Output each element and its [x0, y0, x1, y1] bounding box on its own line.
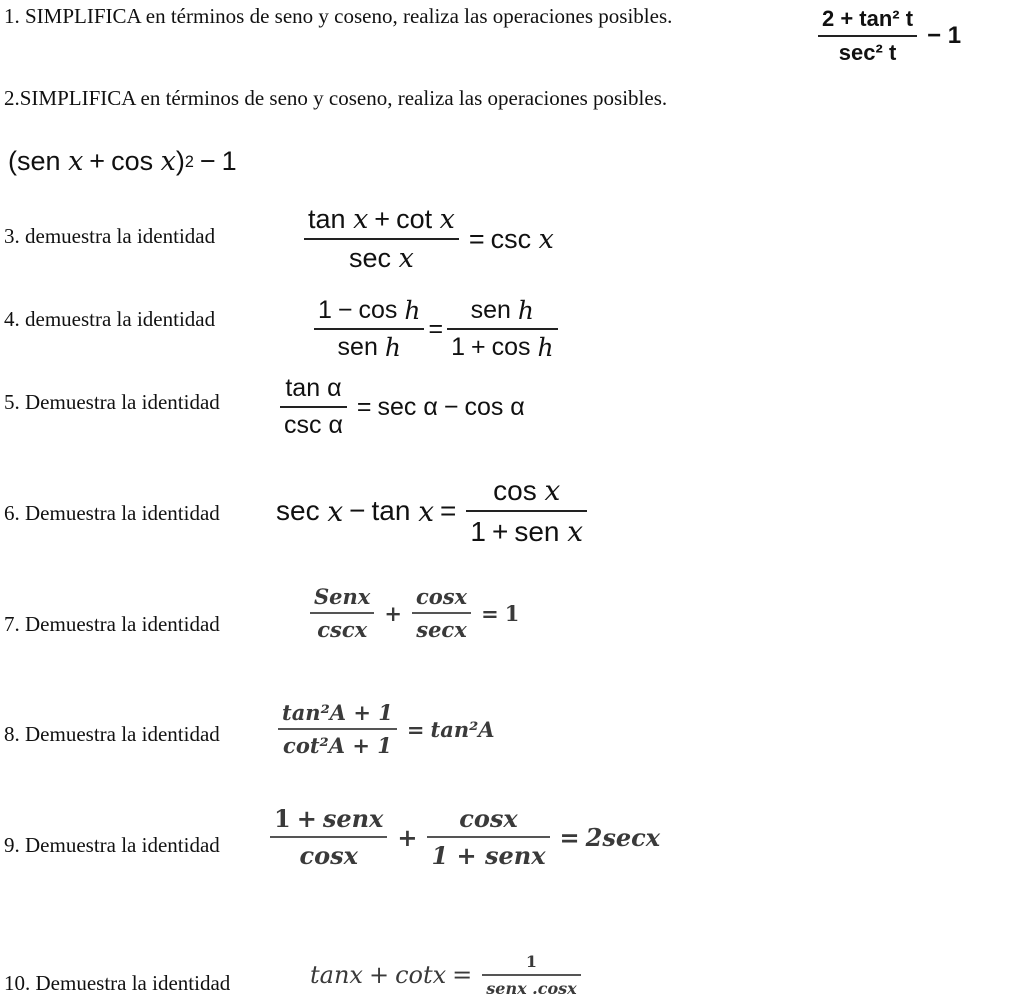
- item-1-label: 1. SIMPLIFICA en términos de seno y coseno, realiza las operaciones posibles.: [4, 4, 673, 28]
- var-x: x: [418, 494, 435, 528]
- cscx-text: cscx: [317, 617, 368, 642]
- item-1-expression: [814, 6, 961, 66]
- tan-text: tan: [285, 374, 321, 402]
- equals: =: [406, 716, 425, 742]
- var-x: x: [398, 243, 414, 274]
- sec-text: sec: [349, 243, 392, 273]
- plus: +: [471, 333, 486, 361]
- plus: +: [384, 600, 402, 626]
- two-secx-text: 2secx: [585, 822, 661, 852]
- equals: =: [468, 223, 485, 254]
- var-h: h: [537, 333, 554, 362]
- minus: −: [199, 146, 216, 176]
- equals: =: [428, 314, 444, 343]
- cosx-text: cosx: [299, 841, 358, 870]
- plus: +: [368, 961, 390, 989]
- var-h: h: [517, 296, 535, 325]
- plus: +: [397, 822, 418, 852]
- plus: +: [374, 204, 391, 234]
- cosx-text: cosx: [415, 584, 468, 609]
- sen-text: sen: [470, 296, 511, 324]
- tan-text: tan: [371, 495, 411, 526]
- item-10-label: 10. Demuestra la identidad: [4, 971, 231, 995]
- one: 1: [318, 296, 332, 324]
- item-9-label: 9. Demuestra la identidad: [4, 833, 220, 857]
- cos-text: cos: [493, 474, 537, 506]
- equals: =: [481, 600, 499, 626]
- var-x: x: [68, 146, 84, 177]
- item-5-expression: [276, 374, 525, 440]
- sen-text: sen: [337, 333, 378, 361]
- var-x: x: [353, 204, 369, 235]
- item-8-expression: [274, 700, 495, 758]
- plus: +: [296, 804, 317, 833]
- denominator: senx .cosx: [486, 979, 577, 998]
- fraction: [818, 6, 917, 66]
- equals: =: [440, 495, 457, 526]
- item-4-label: 4. demuestra la identidad: [4, 307, 216, 331]
- denominator: sec² t: [838, 40, 897, 65]
- equals: =: [559, 822, 580, 852]
- item-5-label: 5. Demuestra la identidad: [4, 390, 220, 414]
- numerator: 2 + tan² t: [822, 6, 914, 31]
- item-9-expression: [266, 804, 660, 870]
- var-x: x: [538, 223, 554, 255]
- sec-text: sec: [377, 392, 417, 421]
- tan-text: tan: [308, 204, 346, 234]
- cotx-text: cotx: [395, 961, 447, 989]
- var-alpha: α: [327, 374, 342, 402]
- tanx-text: tanx: [310, 961, 363, 989]
- minus: −: [337, 296, 353, 324]
- denominator: 1 + senx: [431, 841, 546, 870]
- numerator: tan²A + 1: [282, 700, 393, 725]
- sen-text: sen: [17, 146, 61, 176]
- item-3-expression: [300, 204, 554, 274]
- secx-text: secx: [416, 617, 467, 642]
- plus: +: [89, 146, 106, 176]
- item-7-label: 7. Demuestra la identidad: [4, 612, 220, 636]
- item-8-label: 8. Demuestra la identidad: [4, 722, 220, 746]
- var-x: x: [439, 204, 455, 235]
- item-2-expression: ( sen x + cos x ) 2 − 1: [8, 146, 237, 177]
- var-x: x: [160, 146, 176, 177]
- item-6-expression: [276, 474, 591, 548]
- sec-text: sec: [276, 495, 320, 526]
- cos-text: cos: [358, 296, 398, 324]
- minus-one: − 1: [927, 22, 962, 49]
- item-10-expression: [310, 952, 585, 998]
- var-x: x: [544, 474, 561, 507]
- senx-text: senx: [322, 804, 384, 833]
- equals: =: [356, 392, 372, 421]
- cot-text: cot: [396, 204, 433, 234]
- one: 1: [221, 146, 237, 176]
- item-6-label: 6. Demuestra la identidad: [4, 501, 220, 525]
- denominator: cot²A + 1: [283, 733, 392, 758]
- minus: −: [443, 392, 459, 421]
- one: 1: [451, 333, 465, 361]
- one: 1: [470, 515, 486, 547]
- cos-text: cos: [111, 146, 154, 176]
- one: 1: [274, 804, 291, 833]
- sen-text: sen: [514, 515, 560, 547]
- var-h: h: [384, 333, 401, 362]
- var-alpha: α: [423, 392, 438, 421]
- one: 1: [504, 600, 520, 626]
- var-alpha: α: [510, 392, 525, 421]
- cos-text: cos: [491, 333, 531, 361]
- var-h: h: [404, 296, 421, 325]
- tan2A-text: tan²A: [430, 716, 495, 742]
- equals: =: [452, 961, 473, 989]
- item-2-label: 2.SIMPLIFICA en términos de seno y coseno, realiza las operaciones posibles.: [4, 86, 668, 110]
- var-alpha: α: [328, 411, 343, 439]
- item-7-expression: [306, 584, 519, 642]
- senx-text: Senx: [314, 584, 371, 609]
- csc-text: csc: [490, 223, 532, 254]
- item-3-label: 3. demuestra la identidad: [4, 224, 216, 248]
- cosx-text: cosx: [459, 804, 518, 833]
- plus: +: [491, 515, 509, 547]
- var-x: x: [327, 494, 344, 528]
- var-x: x: [567, 515, 584, 548]
- cos-text: cos: [464, 392, 504, 421]
- minus: −: [349, 495, 366, 526]
- csc-text: csc: [284, 411, 322, 439]
- one: 1: [525, 952, 538, 971]
- item-4-expression: [310, 296, 562, 362]
